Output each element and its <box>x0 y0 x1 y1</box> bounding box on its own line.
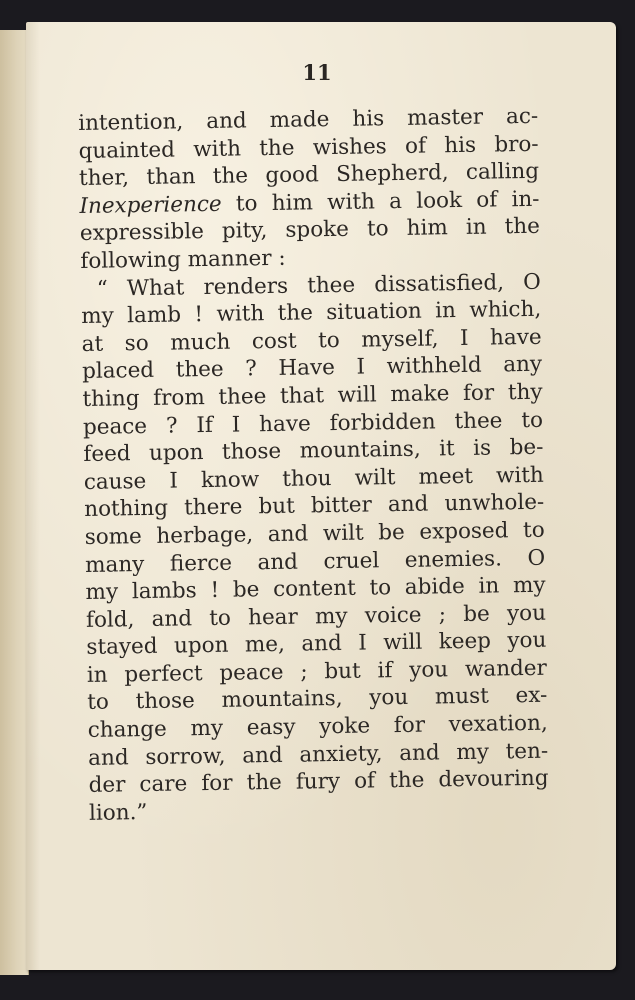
text-line: “ What renders thee dissatisfied, O <box>96 269 541 302</box>
text-line: at so much cost to myself, I have <box>81 324 542 357</box>
text-line: following manner : <box>80 245 286 274</box>
text-line: ther, than the good Shepherd, calling <box>78 158 540 192</box>
text-line: my lambs ! be content to abide in my <box>85 572 546 606</box>
text-line: thing from thee that will make for thy <box>82 379 543 412</box>
text-line: and sorrow, and anxiety, and my ten- <box>87 738 549 771</box>
text-line: to those mountains, you must ex- <box>87 683 548 716</box>
text-line: cause I know thou wilt meet with <box>83 462 544 495</box>
text-line: expressible pity, spoke to him in the <box>79 214 541 247</box>
book-page <box>26 22 616 970</box>
text-line: change my easy yoke for vexation, <box>87 710 548 743</box>
text-line: nothing there but bitter and unwhole- <box>84 490 545 523</box>
page-number: 11 <box>302 60 332 85</box>
text-line: placed thee ? Have I withheld any <box>81 352 543 385</box>
page-body-text <box>78 103 549 828</box>
text-line: stayed upon me, and I will keep you <box>86 627 547 661</box>
text-line: feed upon those mountains, it is be- <box>83 434 544 468</box>
text-line: intention, and made his master ac- <box>78 103 539 136</box>
text-line: quainted with the wishes of his bro- <box>78 131 539 164</box>
previous-page-edge <box>0 30 29 975</box>
text-line: peace ? If I have forbidden thee to <box>82 407 544 440</box>
text-line: fold, and to hear my voice ; be you <box>85 600 547 633</box>
italic-word: Inexperience <box>79 191 222 219</box>
text-line: in perfect peace ; but if you wander <box>86 655 548 688</box>
text-line: many fierce and cruel enemies. O <box>84 545 546 578</box>
text-line: some herbage, and wilt be exposed to <box>84 517 545 550</box>
text-line: lion.” <box>88 799 148 826</box>
text-line: der care for the fury of the devouring <box>88 765 549 799</box>
text-line: my lamb ! with the situation in which, <box>81 296 542 330</box>
text-line-rest: to him with a look of in- <box>235 186 540 217</box>
